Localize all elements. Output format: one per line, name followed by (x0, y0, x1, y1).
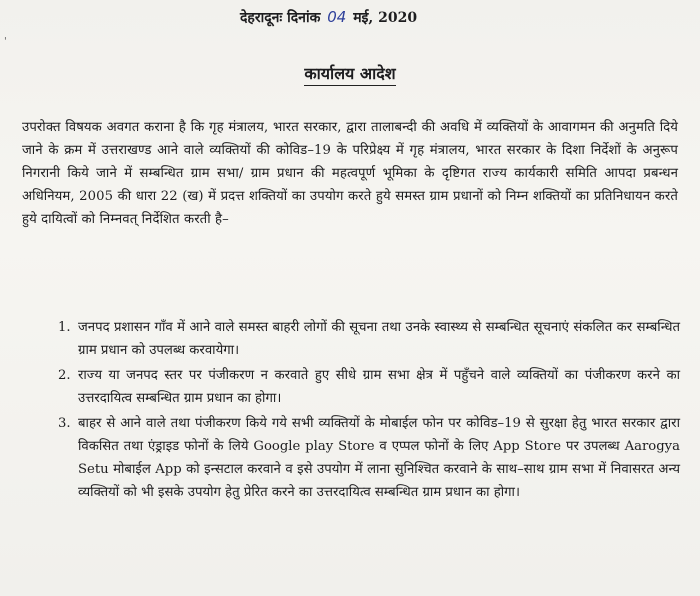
list-item-text: राज्य या जनपद स्तर पर पंजीकरण न करवाते हुए सीधे ग्राम सभा क्षेत्र में पहुँचने वाले व्यक्तियों का पंजीकरण करने का उत्तरदायित्व सम्बन्धित ग्राम प्रधान का होगा। (78, 368, 680, 406)
list-item (58, 412, 680, 504)
date-line (240, 8, 417, 27)
list-item (58, 316, 680, 362)
page-title: कार्यालय आदेश (304, 64, 395, 86)
date-suffix: मई, 2020 (353, 10, 418, 26)
list-item-text: बाहर से आने वाले तथा पंजीकरण किये गये सभी व्यक्तियों के मोबाईल फोन पर कोविड–19 से सुरक्षा हेतु भारत सरकार द्वारा विकसित तथा एंड्राइड फोनों के लिये Google play Store व एप्पल फोनों के लिए App Store पर उपलब्ध Aarogya Setu मोबाईल App को इन्सटाल करवाने व इसे उपयोग में लाना सुनिश्चित करवाने के साथ–साथ ग्राम सभा में निवासरत अन्य व्यक्तियों को भी इसके उपयोग हेतु प्रेरित करने का उत्तरदायित्व सम्बन्धित ग्राम प्रधान का होगा। (78, 416, 680, 500)
body-paragraph: उपरोक्त विषयक अवगत कराना है कि गृह मंत्रालय, भारत सरकार, द्वारा तालाबन्दी की अवधि में व्यक्तियों के आवागमन की अनुमति दिये जाने के क्रम में उत्तराखण्ड आने वाले व्यक्तियों की कोविड–19 के परिप्रेक्ष्य में गृह मंत्रालय, भारत सरकार के दिशा निर्देशों के अनुरूप निगरानी किये जाने में सम्बन्धित ग्राम सभा/ ग्राम प्रधान की महत्वपूर्ण भूमिका के दृष्टिगत राज्य कार्यकारी समिति आपदा प्रबन्धन अधिनियम, 2005 की धारा 22 (ख) में प्रदत्त शक्तियों का उपयोग करते हुये समस्त ग्राम प्रधानों को निम्न शक्तियों का प्रतिनिधायन करते हुये दायित्वों को निम्नवत् निर्देशित करती है– (22, 120, 678, 227)
list-item-number: 3. (58, 416, 71, 431)
list-item-number: 1. (58, 320, 71, 335)
directive-list (58, 316, 680, 504)
date-day: 04 (327, 8, 347, 26)
date-prefix: देहरादूनः दिनांक (240, 10, 321, 26)
top-cut-fragment (250, 0, 450, 6)
list-item (58, 364, 680, 410)
list-item-text: जनपद प्रशासन गाँव में आने वाले समस्त बाहरी लोगों की सूचना तथा उनके स्वास्थ्य से सम्बन्धित सूचनाएं संकलित कर सम्बन्धित ग्राम प्रधान को उपलब्ध करवायेगा। (78, 320, 680, 358)
list-item-number: 2. (58, 368, 71, 383)
page-title-wrapper (0, 62, 700, 84)
margin-tick-mark: ' (4, 36, 7, 47)
